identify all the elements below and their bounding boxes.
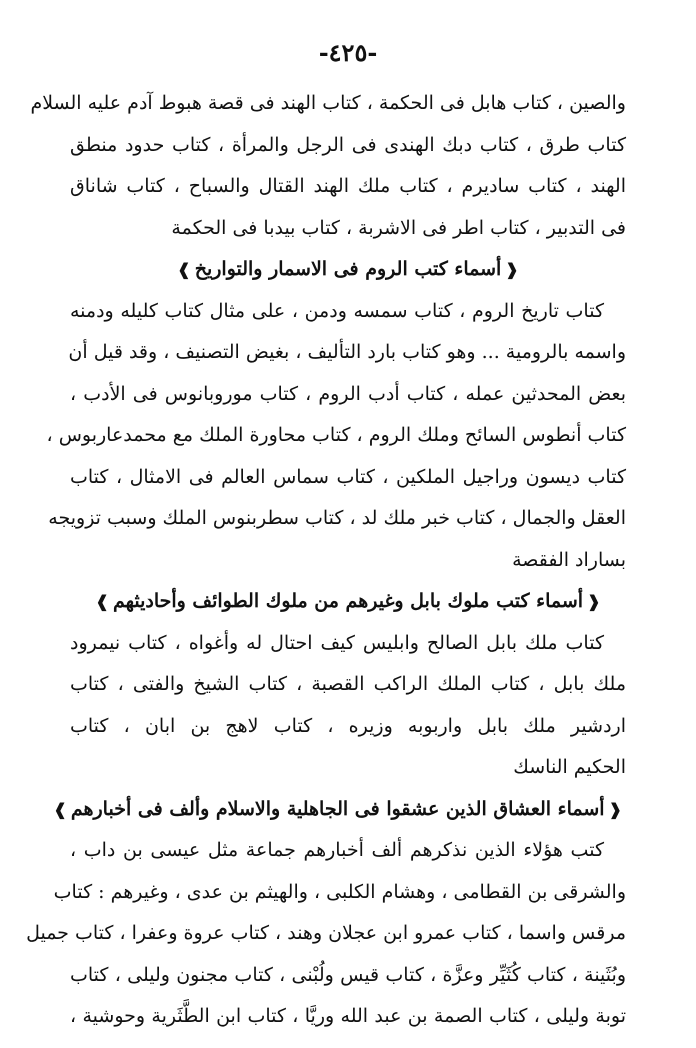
text-line: اردشير ملك بابل واربوبه وزيره ، كتاب لاهج بن ابان ، كتاب bbox=[70, 714, 626, 737]
ornament-icon: ❰ bbox=[505, 260, 519, 279]
ornament-icon: ❱ bbox=[177, 260, 191, 279]
text-line: مرقس واسما ، كتاب عمرو ابن عجلان وهند ، كتاب عروة وعفرا ، كتاب جميل bbox=[26, 922, 626, 944]
text-line: كتاب ديسون وراجيل الملكين ، كتاب سماس العالم فى الامثال ، كتاب bbox=[70, 465, 626, 488]
section-heading-text: أسماء العشاق الذين عشقوا فى الجاهلية والاسلام وألف فى أخبارهم bbox=[70, 797, 605, 820]
text-line: وبُثَينة ، كتاب كُثَيِّر وعزَّة ، كتاب قيس ولُبْنى ، كتاب مجنون وليلى ، كتاب bbox=[70, 963, 626, 986]
body-text bbox=[26, 83, 626, 1038]
text-line: الهند ، كتاب ساديرم ، كتاب ملك الهند القتال والسباح ، كتاب شاناق bbox=[70, 175, 626, 197]
section-heading bbox=[53, 789, 626, 831]
text-line: والصين ، كتاب هابل فى الحكمة ، كتاب الهند فى قصة هبوط آدم عليه السلام bbox=[30, 92, 626, 114]
ornament-icon: ❰ bbox=[608, 799, 622, 819]
text-line: واسمه بالرومية ... وهو كتاب بارد التأليف ، بغيض التصنيف ، وقد قيل أن bbox=[68, 341, 626, 363]
ornament-icon: ❱ bbox=[95, 592, 109, 611]
text-line: والشرقى بن القطامى ، وهشام الكلبى ، والهيثم بن عدى ، وغيرهم : كتاب bbox=[53, 880, 626, 903]
text-line: الحكيم الناسك bbox=[513, 756, 626, 778]
text-line: كتب هؤلاء الذين نذكرهم ألف أخبارهم جماعة مثل عيسى بن داب ، bbox=[70, 839, 604, 861]
section-heading-text: أسماء كتب الروم فى الاسمار والتواريخ bbox=[194, 258, 502, 280]
section-heading bbox=[70, 249, 626, 291]
text-line: كتاب طرق ، كتاب دبك الهندى فى الرجل والمرأة ، كتاب حدود منطق bbox=[70, 133, 626, 156]
ornament-icon: ❰ bbox=[587, 592, 601, 611]
text-line: ملك بابل ، كتاب الملك الراكب القصبة ، كتاب الشيخ والفتى ، كتاب bbox=[70, 673, 626, 695]
section-heading bbox=[70, 581, 626, 623]
section-heading-text: أسماء كتب ملوك بابل وغيرهم من ملوك الطوائف وأحاديثهم bbox=[112, 590, 584, 612]
text-line: فى التدبير ، كتاب اطر فى الاشربة ، كتاب بيدبا فى الحكمة bbox=[171, 216, 626, 239]
text-line: كتاب ملك بابل الصالح وابليس كيف احتال له وأغواه ، كتاب نيمرود bbox=[70, 631, 604, 654]
page-number: -٤٢٥- bbox=[318, 38, 378, 67]
text-line: بعض المحدثين عمله ، كتاب أدب الروم ، كتاب موروبانوس فى الأدب ، bbox=[70, 382, 626, 405]
text-line: كتاب تاريخ الروم ، كتاب سمسه ودمن ، على مثال كتاب كليله ودمنه bbox=[70, 299, 604, 322]
ornament-icon: ❱ bbox=[53, 799, 67, 819]
text-line: توبة وليلى ، كتاب الصمة بن عبد الله وريَّا ، كتاب ابن الطَّثَرية وحوشية ، bbox=[70, 1005, 626, 1027]
text-line: كتاب أنطوس السائح وملك الروم ، كتاب محاورة الملك مع محمدعاربوس ، bbox=[46, 424, 626, 446]
text-line: بساراد الفقصة bbox=[512, 548, 626, 571]
text-line: العقل والجمال ، كتاب خبر ملك لد ، كتاب سطربنوس الملك وسبب تزويجه bbox=[48, 507, 626, 529]
